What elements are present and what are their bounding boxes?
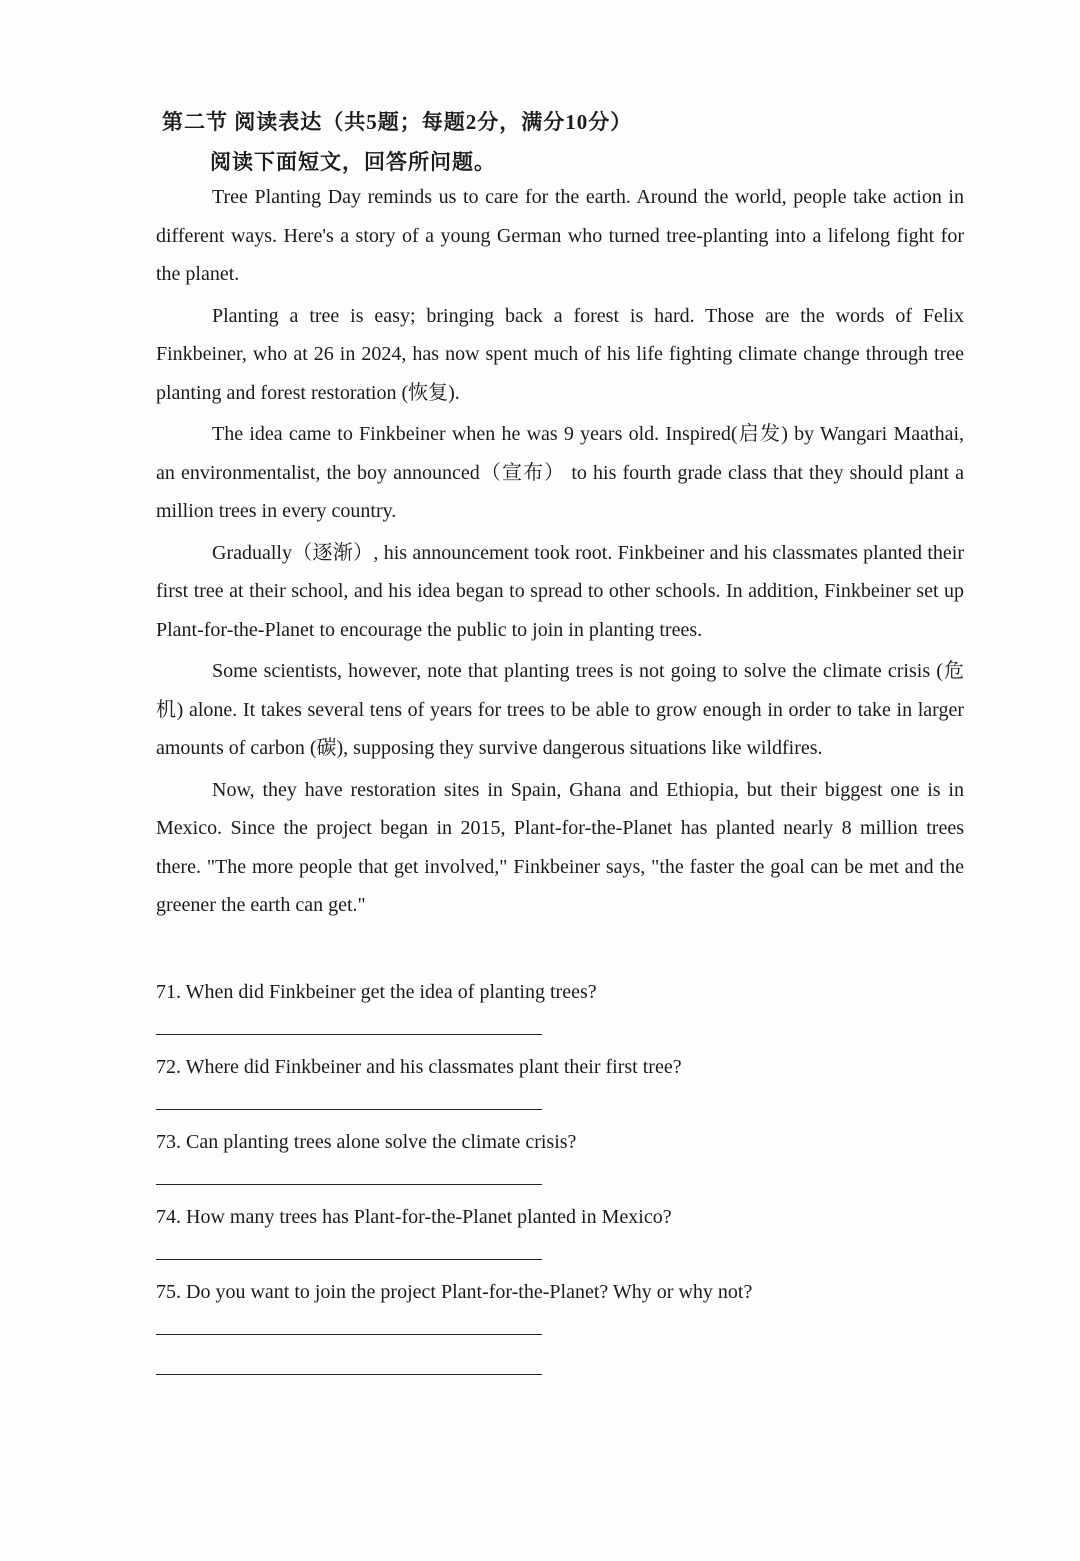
- answer-line[interactable]: [156, 1034, 542, 1035]
- question-list: [156, 976, 964, 1351]
- question-71: [156, 976, 964, 1051]
- section-title: 第二节 阅读表达（共5题；每题2分，满分10分）: [162, 110, 633, 134]
- answer-line[interactable]: [156, 1184, 542, 1185]
- passage-paragraph-2: Planting a tree is easy; bringing back a forest is hard. Those are the words of Felix Finkbeiner, who at 26 in 2024, has now spent much of his life fighting climate change through tree planting and forest restoration (恢复).: [156, 304, 964, 404]
- answer-line[interactable]: [156, 1334, 542, 1335]
- question-text: 73. Can planting trees alone solve the climate crisis?: [156, 1131, 577, 1153]
- answer-line[interactable]: [156, 1109, 542, 1110]
- instruction: 阅读下面短文，回答所问题。: [210, 150, 496, 174]
- question-text: 74. How many trees has Plant-for-the-Planet planted in Mexico?: [156, 1206, 672, 1228]
- answer-line[interactable]: [156, 1374, 542, 1375]
- passage-paragraph-4: Gradually（逐渐）, his announcement took root. Finkbeiner and his classmates planted their first tree at their school, and his idea began to spread to other schools. In addition, Finkbeiner set up Plant-for-the-Planet to encourage the public to join in planting trees.: [156, 541, 964, 641]
- reading-passage: [156, 178, 964, 928]
- question-73: [156, 1126, 964, 1201]
- question-74: [156, 1201, 964, 1276]
- question-text: 75. Do you want to join the project Plant-for-the-Planet? Why or why not?: [156, 1281, 753, 1303]
- passage-paragraph-5: Some scientists, however, note that planting trees is not going to solve the climate crisis (危机) alone. It takes several tens of years for trees to be able to grow enough in order to take in larger amounts of carbon (碳), supposing they survive dangerous situations like wildfires.: [156, 660, 964, 759]
- question-75: [156, 1276, 964, 1351]
- question-text: 71. When did Finkbeiner get the idea of planting trees?: [156, 981, 597, 1003]
- answer-line[interactable]: [156, 1259, 542, 1260]
- passage-paragraph-3: The idea came to Finkbeiner when he was 9 years old. Inspired(启发) by Wangari Maathai, an environmentalist, the boy announced（宣布） to his fourth grade class that they should plant a million trees in every country.: [156, 423, 964, 522]
- passage-paragraph-6: Now, they have restoration sites in Spain, Ghana and Ethiopia, but their biggest one is in Mexico. Since the project began in 2015, Plant-for-the-Planet has planted nearly 8 million trees there. "The more people that get involved," Finkbeiner says, "the faster the goal can be met and the greener the earth can get.": [156, 778, 964, 916]
- question-text: 72. Where did Finkbeiner and his classmates plant their first tree?: [156, 1056, 682, 1078]
- question-72: [156, 1051, 964, 1126]
- passage-paragraph-1: Tree Planting Day reminds us to care for the earth. Around the world, people take action in different ways. Here's a story of a young German who turned tree-planting into a lifelong fight for the planet.: [156, 186, 964, 285]
